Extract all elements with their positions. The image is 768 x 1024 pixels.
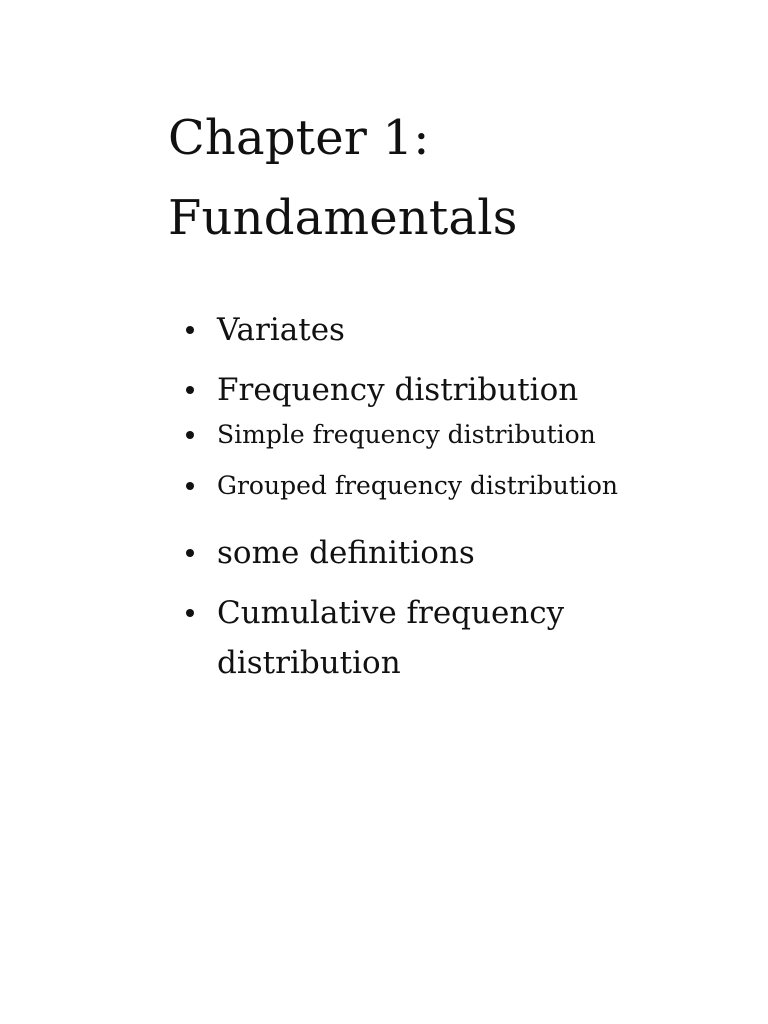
list-item-text: Cumulative frequency distribution bbox=[217, 595, 565, 681]
bullet-icon bbox=[186, 431, 194, 439]
list-item-text: Grouped frequency distribution bbox=[217, 471, 619, 500]
list-item-text: some definitions bbox=[217, 535, 475, 571]
bullet-icon bbox=[186, 549, 194, 557]
list-item-text: Variates bbox=[217, 312, 345, 348]
bullet-icon bbox=[186, 326, 194, 334]
bullet-icon bbox=[186, 609, 194, 617]
title-line-2: Fundamentals bbox=[168, 190, 518, 246]
list-item-text: Frequency distribution bbox=[217, 372, 579, 408]
bullet-icon bbox=[186, 386, 194, 394]
page-title bbox=[168, 98, 518, 258]
list-item-text: Simple frequency distribution bbox=[217, 420, 596, 449]
bullet-icon bbox=[186, 482, 194, 490]
title-line-1: Chapter 1: bbox=[168, 110, 430, 166]
